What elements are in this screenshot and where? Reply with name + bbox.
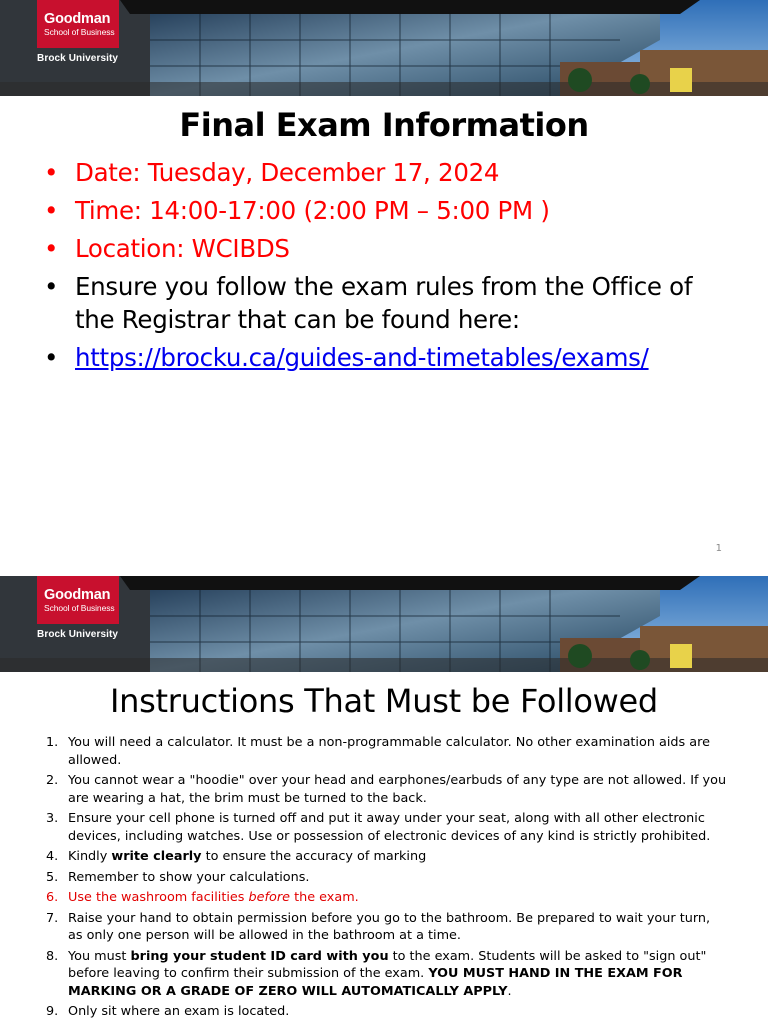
instruction-text: Remember to show your calculations. [68, 869, 310, 885]
header-banner [0, 576, 768, 672]
info-bullet: • Ensure you follow the exam rules from the Office of the Registrar that can be found here: [44, 270, 724, 336]
instruction-number: 6. [46, 890, 59, 905]
instruction-text: Raise your hand to obtain permission before you go to the bathroom. Be prepared to wait your turn, as only one person will be allowed in the bathroom at a time. [68, 910, 711, 943]
instruction-number: 1. [46, 735, 59, 750]
info-bullet[interactable] [44, 341, 724, 374]
instruction-item [38, 869, 728, 887]
header-banner [0, 0, 768, 96]
instruction-text: You will need a calculator. It must be a non-programmable calculator. No other examination aids are allowed. [68, 735, 710, 768]
goodman-logo [37, 576, 119, 624]
instruction-item [38, 889, 728, 907]
instruction-number: 5. [46, 869, 59, 885]
slide-title: Final Exam Information [179, 106, 589, 144]
instruction-text: the exam. [290, 890, 359, 905]
logo-line2: School of Business [44, 603, 115, 613]
page-number: 1 [715, 543, 722, 554]
info-list [44, 156, 724, 379]
instruction-text: You cannot wear a "hoodie" over your head and earphones/earbuds of any type are not allowed. If you are wearing a hat, the brim must be turned to the back. [68, 773, 727, 806]
instruction-text: Ensure your cell phone is turned off and put it away under your seat, along with all other electronic devices, including watches. Use or possession of electronic devices of any kind is strictly prohibited. [68, 811, 711, 844]
info-bullet: • Location: WCIBDS [44, 232, 724, 265]
instruction-item [38, 948, 728, 1001]
instruction-number: 7. [46, 910, 59, 926]
instruction-text: Only sit where an exam is located. [68, 1004, 290, 1019]
instructions-title: Instructions That Must be Followed [110, 682, 658, 720]
info-bullet: • Time: 14:00-17:00 (2:00 PM – 5:00 PM ) [44, 194, 724, 227]
logo-line1: Goodman [44, 11, 111, 27]
logo-line1: Goodman [44, 587, 111, 603]
goodman-logo [37, 0, 119, 48]
instruction-text: Use the washroom facilities [68, 890, 249, 905]
logo-line2: School of Business [44, 27, 115, 37]
instruction-item [38, 910, 728, 945]
instruction-item [38, 734, 728, 769]
instruction-item [38, 810, 728, 845]
instruction-item [38, 848, 728, 866]
instructions-list [38, 734, 728, 1024]
instruction-item [38, 772, 728, 807]
info-bullet: • Date: Tuesday, December 17, 2024 [44, 156, 724, 189]
instruction-number: 8. [46, 948, 59, 964]
instruction-text: write clearly [111, 849, 202, 864]
instruction-text: to the exam. Students will be asked to "sign out" before leaving to confirm their submission of the exam. [68, 948, 707, 981]
instruction-text: before [248, 890, 290, 905]
instruction-text: YOU MUST HAND IN THE EXAM FOR MARKING OR A GRADE OF ZERO WILL AUTOMATICALLY APPLY [68, 966, 683, 999]
university-name: Brock University [37, 53, 119, 64]
university-name: Brock University [37, 629, 119, 640]
instruction-number: 3. [46, 811, 59, 826]
instruction-number: 2. [46, 773, 59, 788]
instruction-item [38, 1003, 728, 1021]
instruction-text: to ensure the accuracy of marking [201, 849, 427, 864]
instruction-text: . [507, 983, 512, 999]
registrar-exams-link[interactable]: https://brocku.ca/guides-and-timetables/exams/ [75, 343, 649, 372]
instruction-text: You must [68, 948, 131, 964]
instruction-text: Kindly [68, 849, 112, 864]
instruction-number: 9. [46, 1004, 59, 1019]
instruction-number: 4. [46, 849, 59, 864]
instruction-text: bring your student ID card with you [130, 948, 389, 964]
